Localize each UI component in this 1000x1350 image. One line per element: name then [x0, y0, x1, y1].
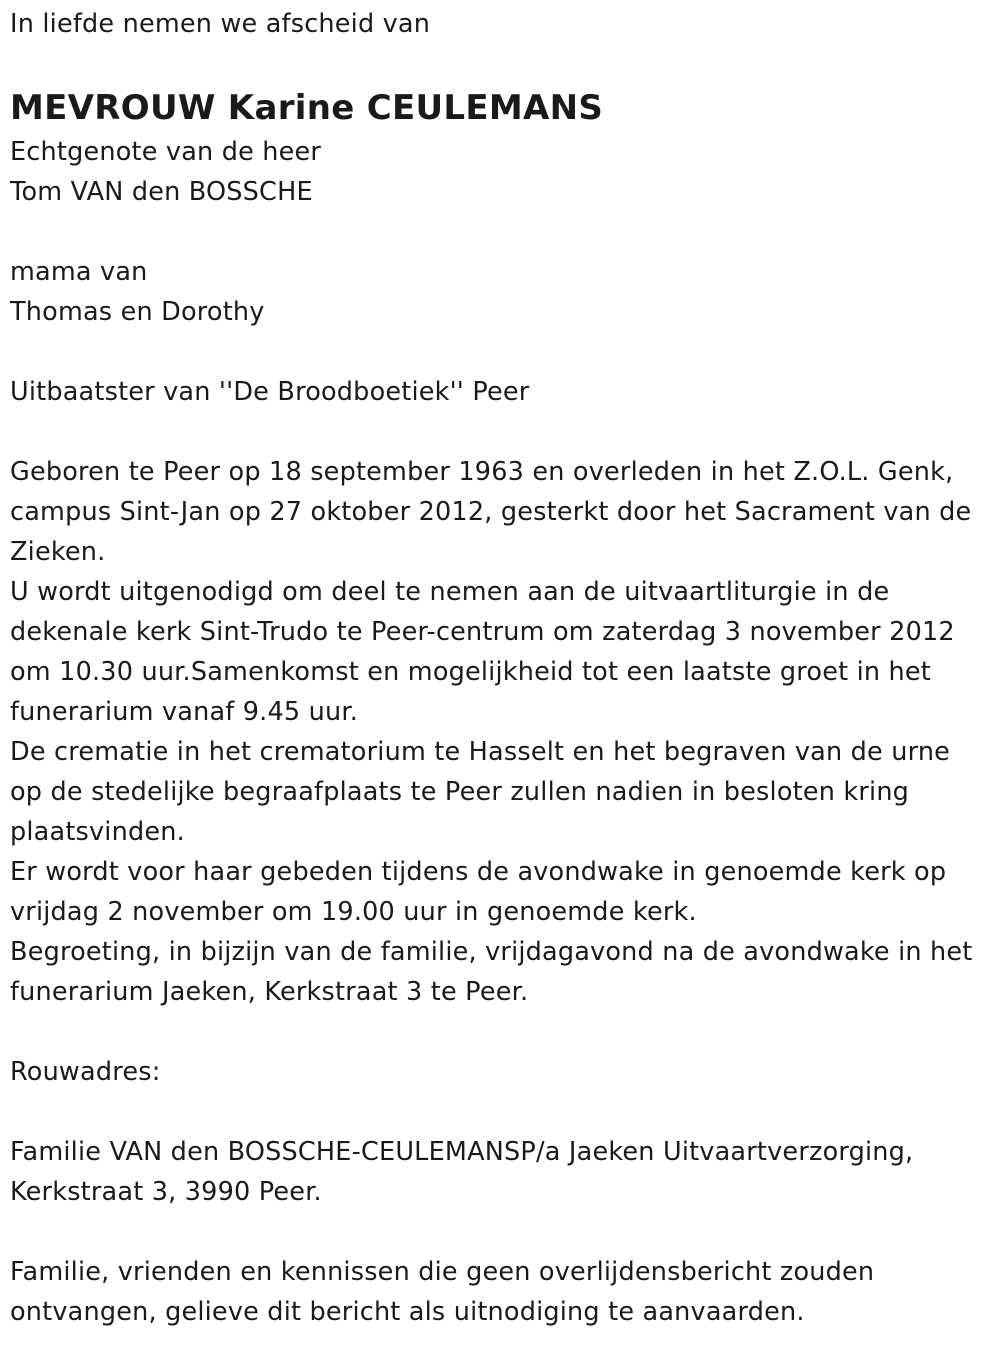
details-line: Geboren te Peer op 18 september 1963 en overleden in het Z.O.L. Genk, — [10, 457, 954, 487]
children-names: Thomas en Dorothy — [10, 297, 265, 327]
children-section — [10, 252, 995, 332]
address-label: Rouwadres: — [10, 1057, 161, 1087]
spouse-line: Echtgenote van de heer — [10, 137, 322, 167]
closing-line: Familie, vrienden en kennissen die geen overlijdensbericht zouden — [10, 1257, 875, 1287]
details-line: Begroeting, in bijzijn van de familie, vrijdagavond na de avondwake in het — [10, 937, 973, 967]
details-line: Er wordt voor haar gebeden tijdens de avondwake in genoemde kerk op — [10, 857, 947, 887]
closing-line: ontvangen, gelieve dit bericht als uitnodiging te aanvaarden. — [10, 1297, 805, 1327]
details-line: campus Sint-Jan op 27 oktober 2012, gesterkt door het Sacrament van de — [10, 497, 972, 527]
occupation-text: Uitbaatster van ''De Broodboetiek'' Peer — [10, 377, 530, 407]
children-line: mama van — [10, 257, 148, 287]
details-line: dekenale kerk Sint-Trudo te Peer-centrum om zaterdag 3 november 2012 — [10, 617, 955, 647]
address-section — [10, 1132, 995, 1212]
details-section — [10, 452, 995, 1012]
details-line: funerarium vanaf 9.45 uur. — [10, 697, 359, 727]
deceased-name: MEVROUW Karine CEULEMANS — [10, 88, 604, 128]
address-line: Kerkstraat 3, 3990 Peer. — [10, 1177, 322, 1207]
obituary-notice — [10, 0, 995, 1332]
details-line: op de stedelijke begraafplaats te Peer zullen nadien in besloten kring — [10, 777, 910, 807]
address-line: Familie VAN den BOSSCHE-CEULEMANSP/a Jaeken Uitvaartverzorging, — [10, 1137, 914, 1167]
closing-section — [10, 1252, 995, 1332]
spouse-name: Tom VAN den BOSSCHE — [10, 177, 313, 207]
details-line: vrijdag 2 november om 19.00 uur in genoemde kerk. — [10, 897, 697, 927]
details-line: U wordt uitgenodigd om deel te nemen aan de uitvaartliturgie in de — [10, 577, 890, 607]
intro-text: In liefde nemen we afscheid van — [10, 9, 431, 39]
details-line: funerarium Jaeken, Kerkstraat 3 te Peer. — [10, 977, 529, 1007]
details-line: om 10.30 uur.Samenkomst en mogelijkheid tot een laatste groet in het — [10, 657, 932, 687]
details-line: Zieken. — [10, 537, 106, 567]
details-line: De crematie in het crematorium te Hasselt en het begraven van de urne — [10, 737, 951, 767]
details-line: plaatsvinden. — [10, 817, 185, 847]
spouse-section — [10, 132, 995, 212]
